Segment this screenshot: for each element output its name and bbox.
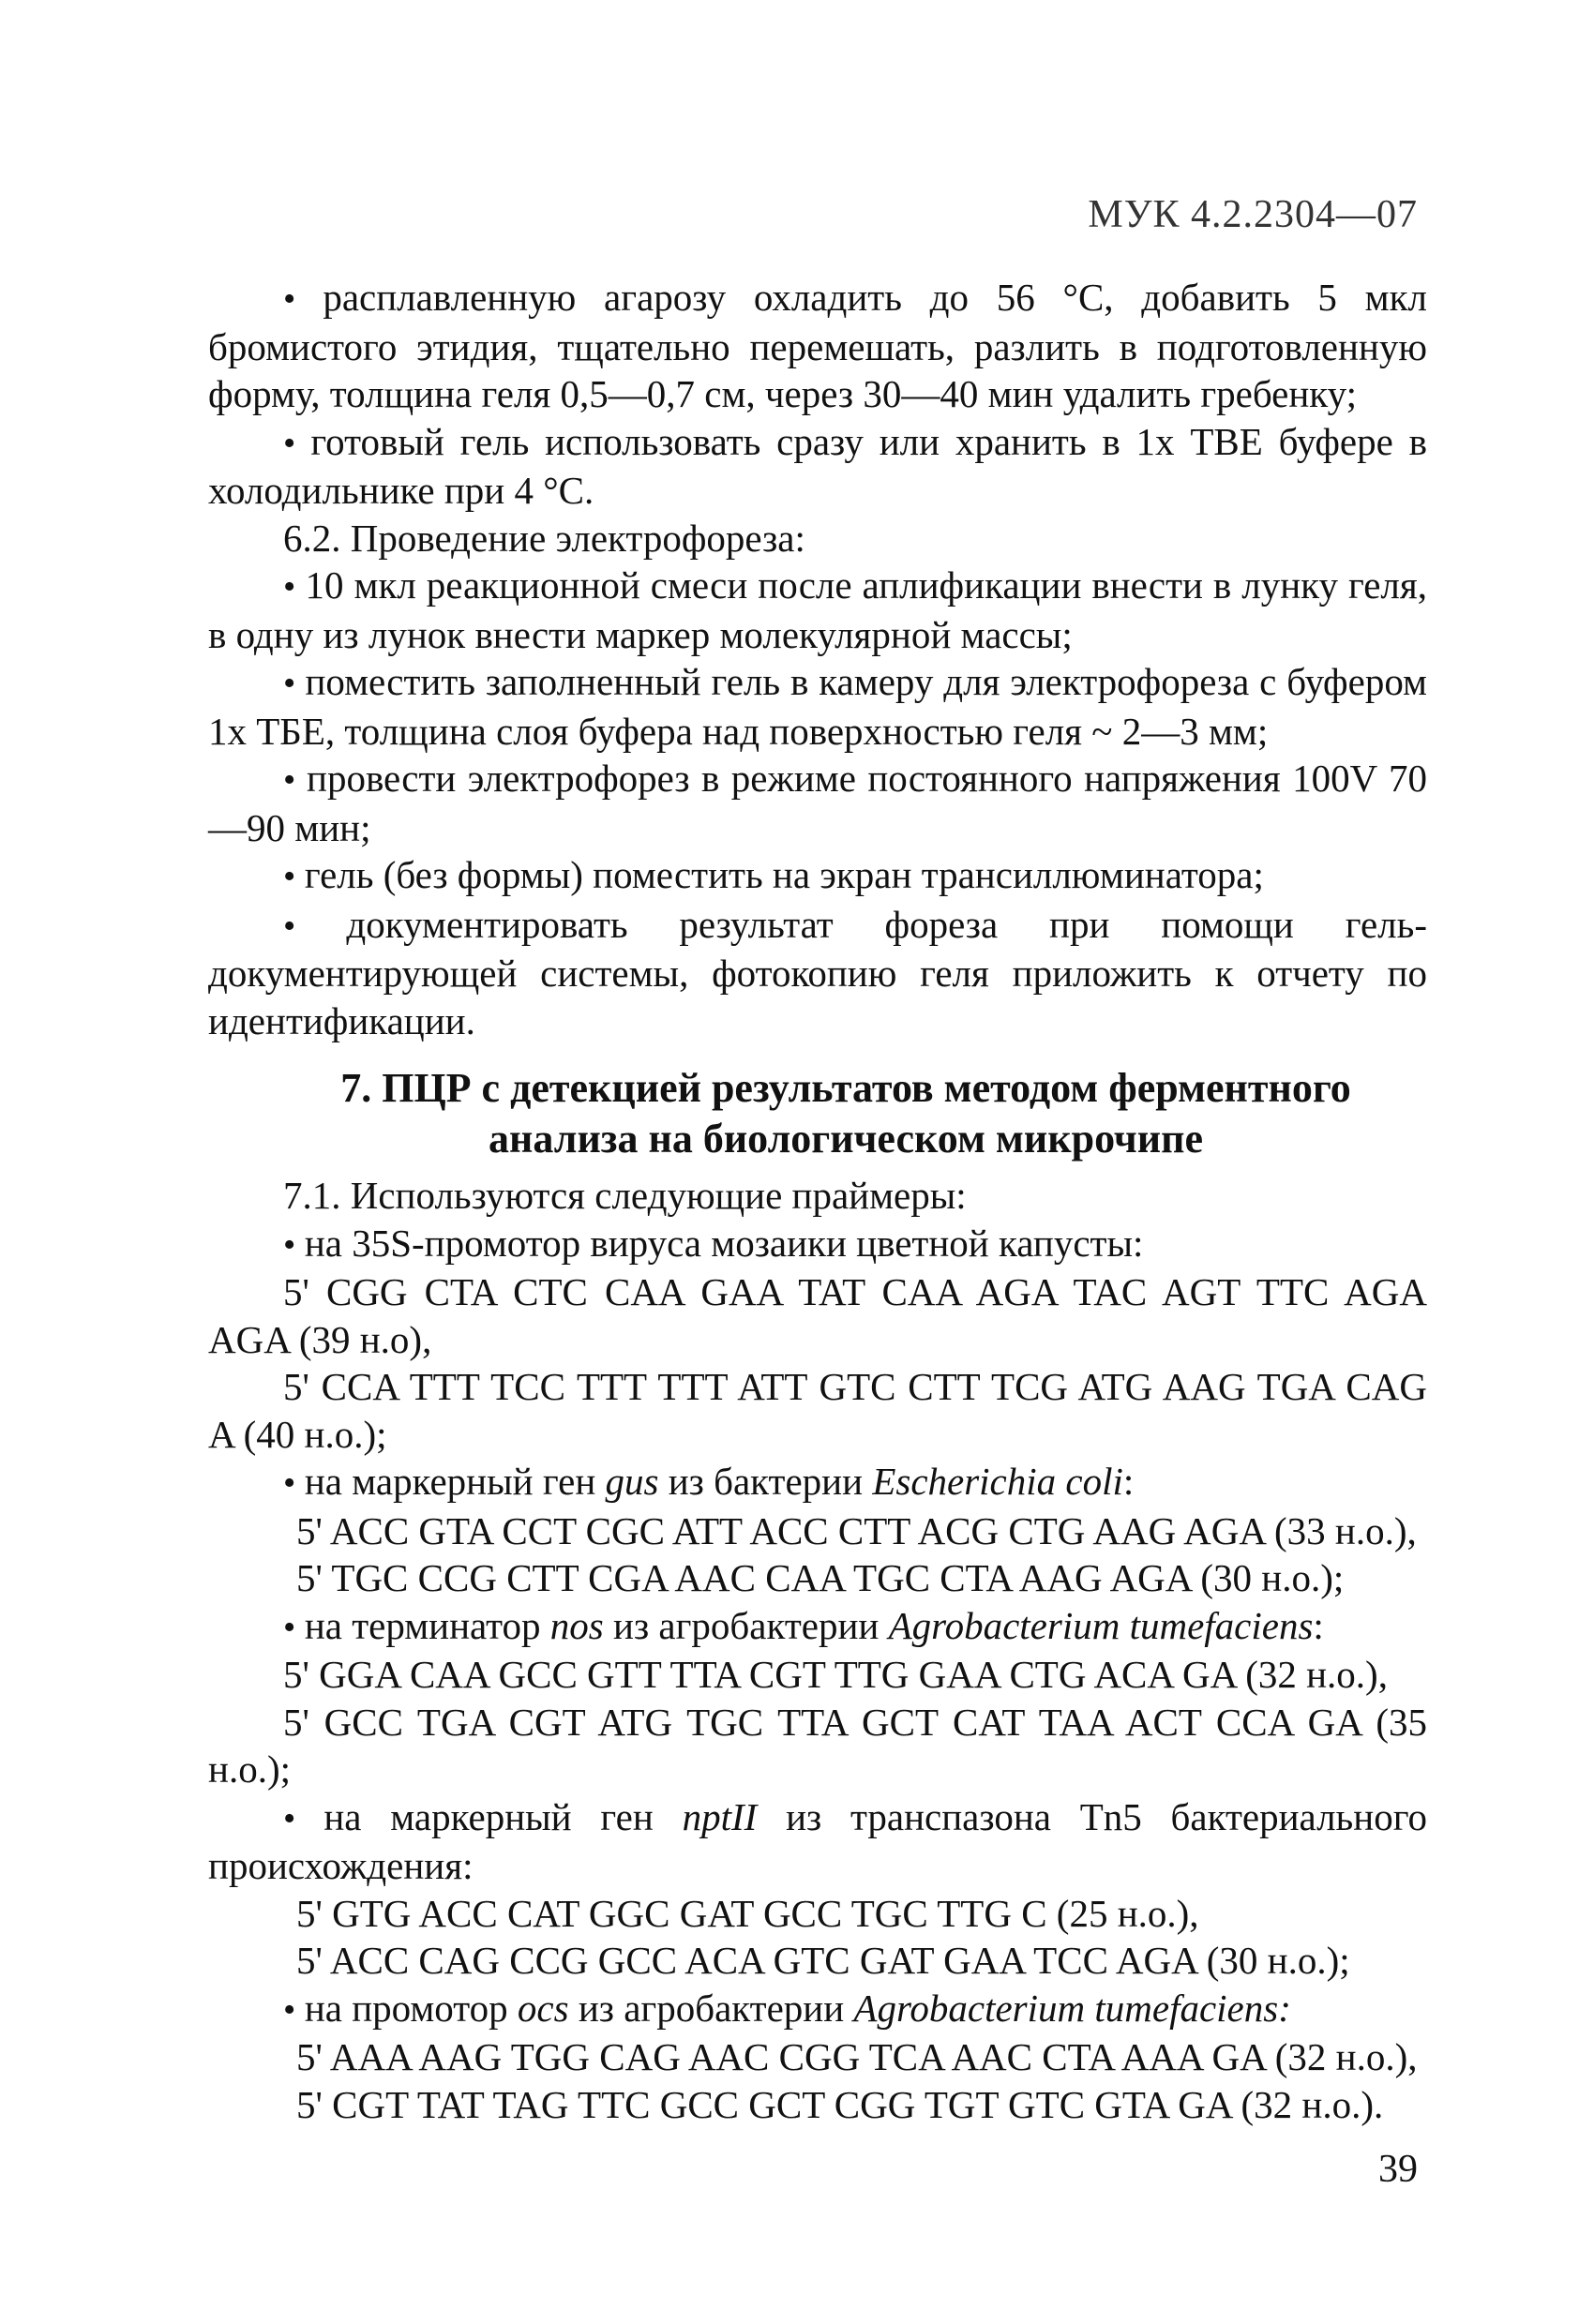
- primer-ocs-label: [208, 1985, 1427, 2034]
- primer-nptii-seq-reverse: 5' ACC CAG CCG GCC ACA GTC GAT GAA TCC AGA (30 н.о.);: [296, 1939, 1350, 1982]
- primer-gus-label-mid: из бактерии: [658, 1460, 873, 1503]
- primer-gus-seq-reverse: 5' TGC CCG CTT CGA AAC CAA TGC CTA AAG AGA (30 н.о.);: [296, 1556, 1345, 1599]
- primer-gus-organism: Escherichia coli: [872, 1460, 1123, 1503]
- primer-gus-label-post: :: [1122, 1460, 1135, 1503]
- document-body: [208, 274, 1427, 2128]
- primer-ocs-seq-forward: 5' AAA AAG TGG CAG AAC CGG TCA AAC CTA AAA GA (32 н.о.),: [296, 2035, 1418, 2078]
- bullet-load-sample: • 10 мкл реакционной смеси после аплификации внести в лунку геля, в одну из лунок внести маркер молекулярной массы;: [208, 562, 1427, 658]
- primer-nos-gene: nos: [549, 1603, 604, 1647]
- primer-nos-seq-forward: 5' GGA CAA GCC GTT TTA CGT TTG GAA CTG ACA GA (32 н.о.),: [283, 1653, 1388, 1696]
- primer-ocs-label-mid: из агробактерии: [568, 1986, 854, 2030]
- primer-ocs-organism: Agrobacterium tumefaciens:: [853, 1986, 1291, 2030]
- primer-nos-label-mid: из агробактерии: [603, 1603, 889, 1647]
- primer-ocs-seq-reverse: 5' CGT TAT TAG TTC GCC GCT CGG TGT GTC GTA GA (32 н.о.).: [296, 2082, 1384, 2126]
- primer-nptii-label-pre: на маркерный ген: [323, 1794, 683, 1838]
- bullet-gel-storage: • готовый гель использовать сразу или хранить в 1х ТВЕ буфере в холодильнике при 4 °С.: [208, 418, 1427, 515]
- bullet-document-result: • документировать результат фореза при помощи гель-документирующей системы, фотокопию геля приложить к отчету по идентификации.: [208, 901, 1427, 1045]
- primer-nptii-label: [208, 1793, 1427, 1890]
- bullet-place-gel: • поместить заполненный гель в камеру для электрофореза с буфером 1х ТБЕ, толщина слоя буфера над поверхностью геля ~ 2—3 мм;: [208, 658, 1427, 755]
- primer-35s-label: • на 35S-промотор вируса мозаики цветной капусты:: [208, 1220, 1427, 1269]
- primer-gus-seq-forward: 5' ACC GTA CCT CGC ATT ACC CTT ACG CTG AAG AGA (33 н.о.),: [296, 1508, 1417, 1552]
- primer-nos-label: [208, 1602, 1427, 1652]
- page-number: 39: [1378, 2148, 1418, 2191]
- primer-35s-seq-forward: 5' CGG CTA CTC CAA GAA TAT CAA AGA TAC AGT TTC AGA AGA (39 н.о),: [208, 1270, 1427, 1361]
- primer-ocs-gene: ocs: [517, 1986, 569, 2030]
- primer-nos-seq-reverse: 5' GCC TGA CGT ATG TGC TTA GCT CAT TAA ACT CCA GA (35 н.о.);: [208, 1700, 1427, 1791]
- bullet-run-electrophoresis: • провести электрофорез в режиме постоянного напряжения 100V 70—90 мин;: [208, 755, 1427, 851]
- primer-nos-label-post: :: [1313, 1603, 1324, 1647]
- bullet-transilluminator: • гель (без формы) поместить на экран трансиллюминатора;: [208, 851, 1427, 901]
- section-7-title: 7. ПЦР с детекцией результатов методом ферментного анализа на биологическом микрочипе: [340, 1065, 1351, 1162]
- primer-nptii-seq-forward: 5' GTG ACC CAT GGC GAT GCC TGC TTG C (25 н.о.),: [296, 1891, 1199, 1935]
- primer-ocs-label-pre: на промотор: [304, 1986, 518, 2030]
- primer-35s-seq-reverse: 5' CCA TTT TCC TTT TTT ATT GTC CTT TCG ATG AAG TGA CAG A (40 н.о.);: [208, 1365, 1427, 1456]
- bullet-agarose-cool: • расплавленную агарозу охладить до 56 °С, добавить 5 мкл бромистого этидия, тщательно перемешать, разлить в подготовленную форму, толщина геля 0,5—0,7 см, через 30—40 мин удалить гребенку;: [208, 274, 1427, 418]
- section-7-1-heading: 7.1. Используются следующие праймеры:: [283, 1174, 967, 1217]
- primer-nos-organism: Agrobacterium tumefaciens: [888, 1603, 1314, 1647]
- primer-gus-label-pre: на маркерный ген: [304, 1460, 606, 1503]
- section-6-2-heading: 6.2. Проведение электрофореза:: [283, 516, 805, 560]
- primer-gus-gene: gus: [605, 1460, 659, 1503]
- primer-gus-label: [208, 1458, 1427, 1507]
- document-header: МУК 4.2.2304—07: [1088, 193, 1418, 236]
- primer-nptii-gene: nptII: [682, 1794, 758, 1838]
- primer-nptii-label-post: из транспазона Tn5 бактериального происхождения:: [208, 1794, 1427, 1887]
- primer-nos-label-pre: на терминатор: [304, 1603, 550, 1647]
